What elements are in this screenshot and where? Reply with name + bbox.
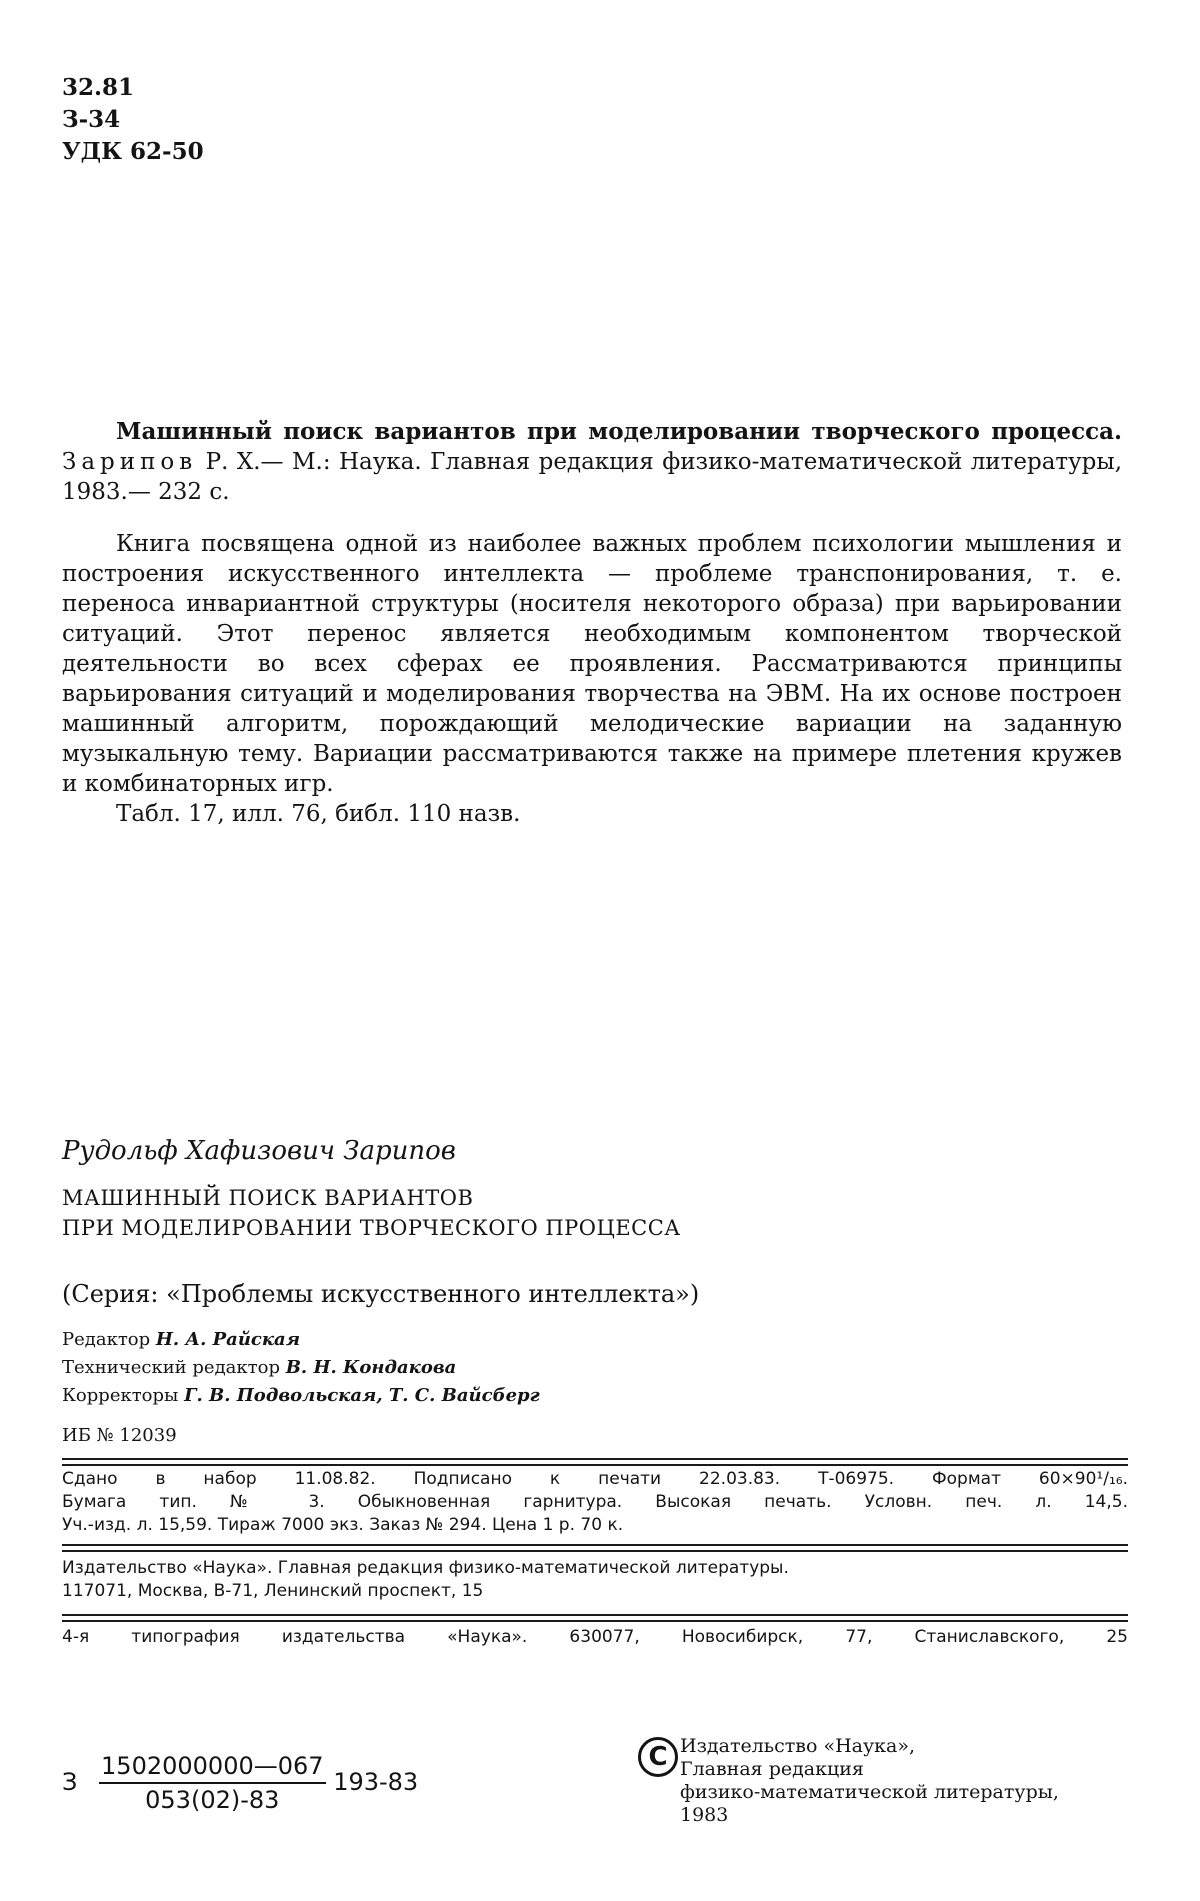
proofreaders-line [62, 1382, 540, 1410]
copyright-block [638, 1735, 1059, 1827]
publisher-line2: 117071, Москва, В-71, Ленинский проспект, 15 [62, 1581, 484, 1601]
ib-number: ИБ № 12039 [62, 1425, 177, 1446]
index-code [62, 1752, 418, 1814]
author-full-name: Рудольф Хафизович Зарипов [62, 1136, 456, 1166]
copyright-line3: физико-математической литературы, [680, 1781, 1059, 1803]
copyright-line4: 1983 [680, 1804, 729, 1826]
abstract-body: Книга посвящена одной из наиболее важных проблем психологии мышления и построения искусственного интеллекта — проблеме транспонирования, т. е. переноса инвариантной структуры (носителя некоторого образа) при варьировании ситуаций. Этот перенос является необходимым компонентом творческой деятельности во всех сферах ее проявления. Рассматриваются принципы варьирования ситуаций и моделирования творчества на ЭВМ. На их основе построен машинный алгоритм, порождающий мелодические вариации на заданную музыкальную тему. Вариации рассматриваются также на примере плетения кружев и комбинаторных игр. [62, 531, 1122, 797]
rule-lower [62, 1614, 1128, 1616]
copyright-line1: Издательство «Наука», [680, 1735, 916, 1757]
tech-editor-name: В. Н. Кондакова [285, 1357, 457, 1378]
copyright-text [680, 1735, 1059, 1827]
citation-author: Зарипов [62, 449, 198, 475]
book-title: Машинный поиск вариантов при моделировании творческого процесса. [116, 418, 1122, 445]
copyright-line2: Главная редакция [680, 1758, 864, 1780]
imprint-block [62, 1468, 1128, 1537]
rule-middle [62, 1544, 1128, 1546]
index-fraction [99, 1752, 326, 1814]
publisher-line1: Издательство «Наука». Главная редакция физико-математической литературы. [62, 1558, 789, 1578]
tech-editor-label: Технический редактор [62, 1357, 280, 1378]
index-prefix: З [62, 1768, 78, 1796]
printer-line: 4-я типография издательства «Наука». 630077, Новосибирск, 77, Станиславского, 25 [62, 1627, 1128, 1647]
citation-details: Р. Х.— М.: Наука. Главная редакция физико-математической литературы, 1983.— 232 с. [62, 449, 1122, 505]
imprint-line1: Сдано в набор 11.08.82. Подписано к печати 22.03.83. Т-06975. Формат 60×90¹/₁₆. [62, 1469, 1128, 1489]
index-suffix: 193-83 [333, 1768, 419, 1796]
series-name: (Серия: «Проблемы искусственного интеллекта») [62, 1280, 700, 1308]
citation [62, 417, 1122, 507]
author-mark: З-34 [62, 106, 121, 133]
udc-code: УДК 62-50 [62, 138, 204, 165]
proofreaders-label: Корректоры [62, 1385, 179, 1406]
editor-line [62, 1326, 540, 1354]
colophon-title-line2: ПРИ МОДЕЛИРОВАНИИ ТВОРЧЕСКОГО ПРОЦЕССА [62, 1216, 681, 1240]
index-denominator: 053(02)-83 [145, 1786, 280, 1814]
abstract-block [62, 417, 1122, 829]
bib-codes [62, 72, 204, 168]
proofreaders-names: Г. В. Подвольская, Т. С. Вайсберг [184, 1385, 540, 1406]
copyright-icon: C [638, 1737, 678, 1777]
credits [62, 1326, 540, 1410]
editor-name: Н. А. Райская [155, 1329, 301, 1350]
imprint-line3: Уч.-изд. л. 15,59. Тираж 7000 экз. Заказ № 294. Цена 1 р. 70 к. [62, 1515, 624, 1535]
colophon-title-line1: МАШИННЫЙ ПОИСК ВАРИАНТОВ [62, 1186, 474, 1210]
rule-top [62, 1458, 1128, 1460]
index-numerator: 1502000000—067 [99, 1752, 326, 1784]
bbk-code: 32.81 [62, 74, 135, 101]
tech-editor-line [62, 1354, 540, 1382]
colophon-title [62, 1183, 681, 1243]
printer-block [62, 1626, 1128, 1649]
publisher-block [62, 1557, 1128, 1603]
editor-label: Редактор [62, 1329, 151, 1350]
imprint-line2: Бумага тип. № 3. Обыкновенная гарнитура. Высокая печать. Условн. печ. л. 14,5. [62, 1492, 1128, 1512]
abstract-stats: Табл. 17, илл. 76, библ. 110 назв. [116, 801, 521, 827]
